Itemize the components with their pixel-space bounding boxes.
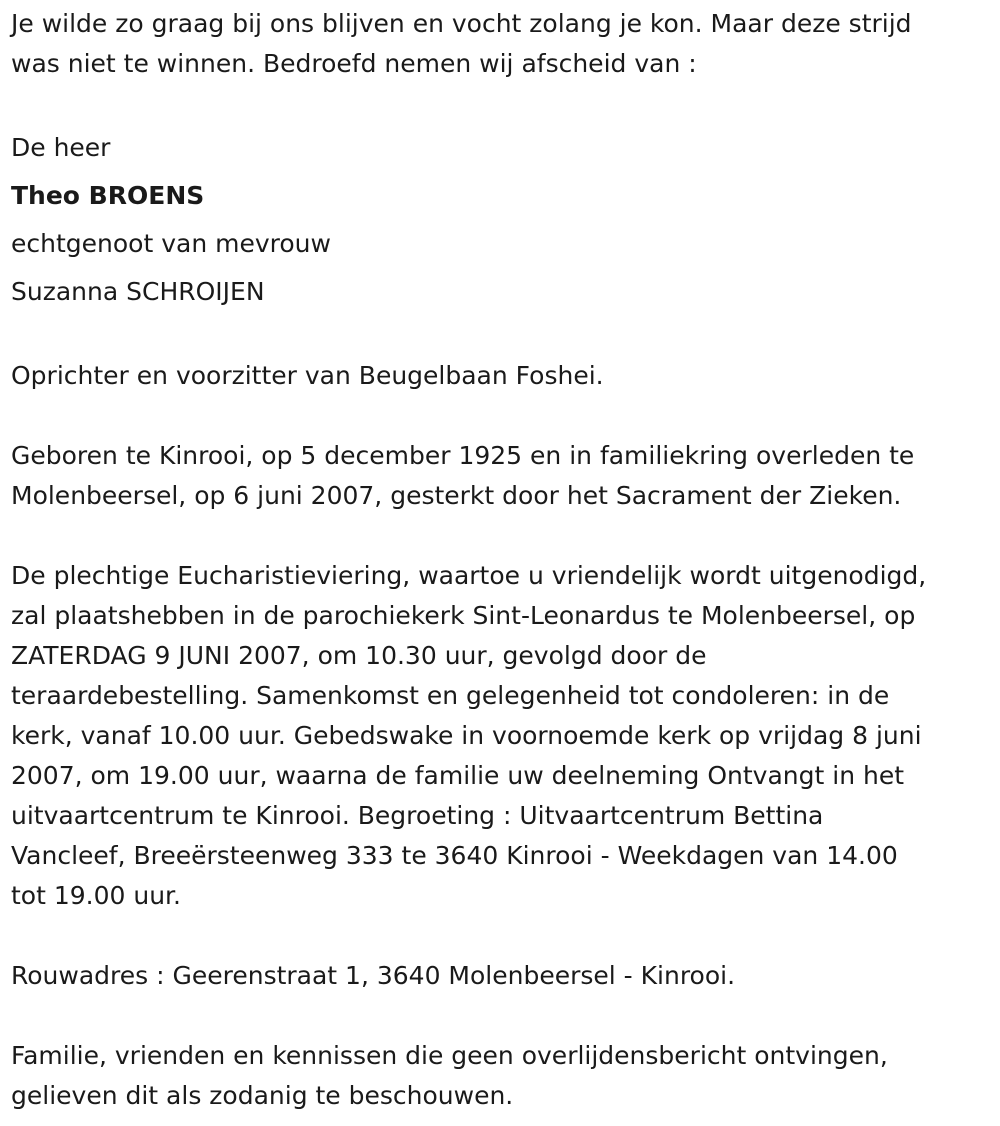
ceremony-line-9: tot 19.00 uur. — [11, 881, 181, 910]
ceremony-line-8: Vancleef, Breeërsteenweg 333 te 3640 Kinrooi - Weekdagen van 14.00 — [11, 841, 898, 870]
ceremony-paragraph — [11, 556, 996, 916]
deceased-name: Theo BROENS — [11, 181, 205, 210]
address-paragraph — [11, 956, 996, 996]
closing-line-1: Familie, vrienden en kennissen die geen overlijdensbericht ontvingen, — [11, 1041, 888, 1070]
birth-death-line-2: Molenbeersel, op 6 juni 2007, gesterkt door het Sacrament der Zieken. — [11, 481, 902, 510]
spouse-relation: echtgenoot van mevrouw — [11, 229, 331, 258]
ceremony-line-3: ZATERDAG 9 JUNI 2007, om 10.30 uur, gevolgd door de — [11, 641, 707, 670]
closing-paragraph — [11, 1036, 996, 1116]
ceremony-line-5: kerk, vanaf 10.00 uur. Gebedswake in voornoemde kerk op vrijdag 8 juni — [11, 721, 922, 750]
ceremony-line-2: zal plaatshebben in de parochiekerk Sint-Leonardus te Molenbeersel, op — [11, 601, 916, 630]
intro-paragraph — [11, 4, 996, 84]
ceremony-line-7: uitvaartcentrum te Kinrooi. Begroeting : Uitvaartcentrum Bettina — [11, 801, 824, 830]
ceremony-line-1: De plechtige Eucharistieviering, waartoe u vriendelijk wordt uitgenodigd, — [11, 561, 927, 590]
role-paragraph — [11, 356, 996, 396]
intro-line-2: was niet te winnen. Bedroefd nemen wij afscheid van : — [11, 49, 697, 78]
obituary-notice — [11, 4, 996, 1116]
ceremony-line-4: teraardebestelling. Samenkomst en gelegenheid tot condoleren: in de — [11, 681, 890, 710]
paragraph-spacer — [11, 516, 996, 556]
salutation: De heer — [11, 133, 111, 162]
birth-death-paragraph — [11, 436, 996, 516]
spouse-name: Suzanna SCHROIJEN — [11, 277, 265, 306]
deceased-block — [11, 124, 996, 316]
intro-line-1: Je wilde zo graag bij ons blijven en vocht zolang je kon. Maar deze strijd — [11, 9, 912, 38]
paragraph-spacer — [11, 84, 996, 124]
paragraph-spacer — [11, 316, 996, 356]
paragraph-spacer — [11, 916, 996, 956]
closing-line-2: gelieven dit als zodanig te beschouwen. — [11, 1081, 514, 1110]
birth-death-line-1: Geboren te Kinrooi, op 5 december 1925 en in familiekring overleden te — [11, 441, 915, 470]
paragraph-spacer — [11, 396, 996, 436]
address-line-1: Rouwadres : Geerenstraat 1, 3640 Molenbeersel - Kinrooi. — [11, 961, 736, 990]
paragraph-spacer — [11, 996, 996, 1036]
ceremony-line-6: 2007, om 19.00 uur, waarna de familie uw deelneming Ontvangt in het — [11, 761, 905, 790]
role-line-1: Oprichter en voorzitter van Beugelbaan Foshei. — [11, 361, 604, 390]
